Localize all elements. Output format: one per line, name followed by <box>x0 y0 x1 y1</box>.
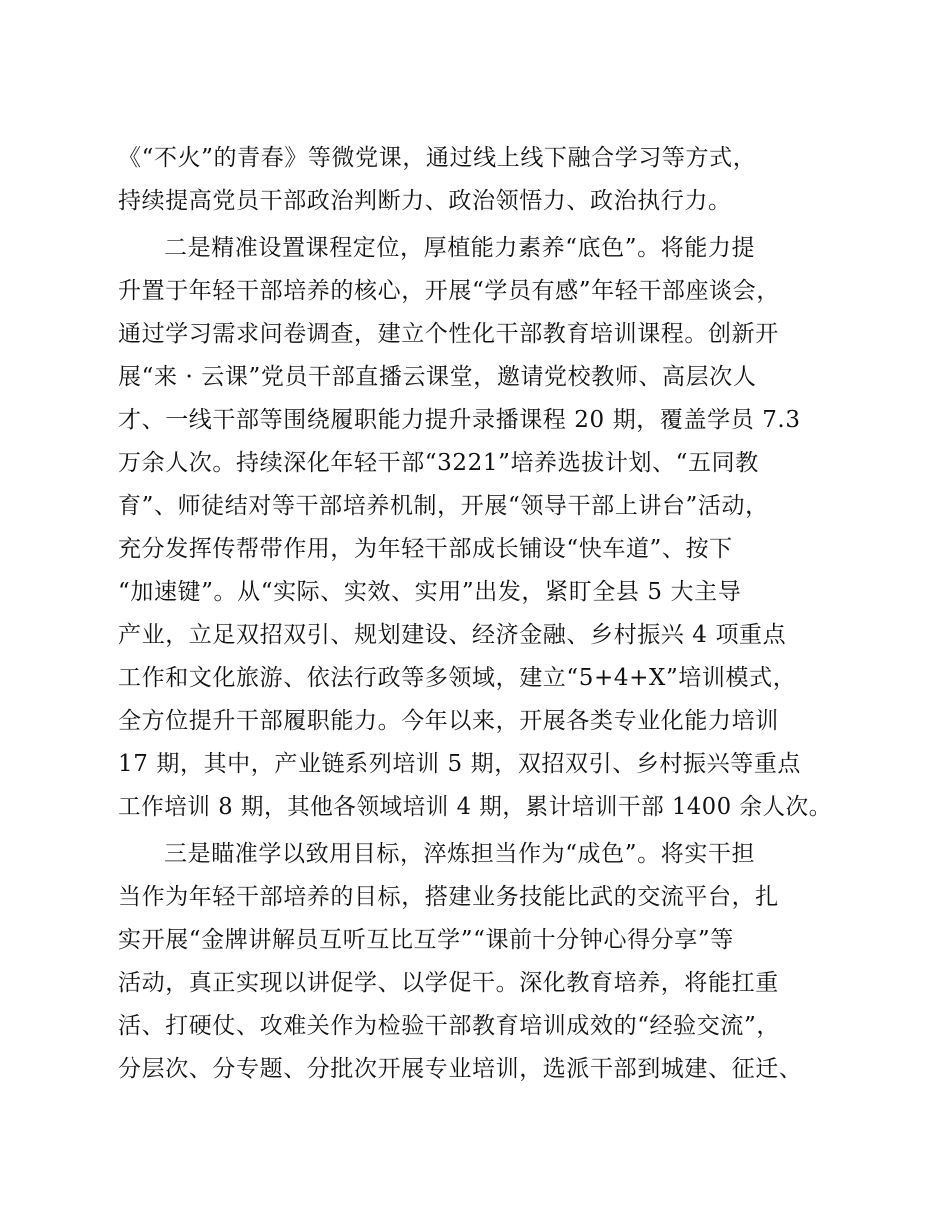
text-line: 活、打硬仗、攻难关作为检验干部教育培训成效的“经验交流”， <box>118 1013 780 1039</box>
text-line: 工作培训 8 期，其他各领域培训 4 期，累计培训干部 1400 余人次。 <box>118 794 832 820</box>
text-line: 17 期，其中，产业链系列培训 5 期，双招双引、乡村振兴等重点 <box>118 751 802 777</box>
text-line: 分层次、分专题、分批次开展专业培训，选派干部到城建、征迁、 <box>118 1056 803 1082</box>
text-line: 实开展“金牌讲解员互听互比互学”“课前十分钟心得分享”等 <box>118 927 734 953</box>
text-line: 产业，立足双招双引、规划建设、经济金融、乡村振兴 4 项重点 <box>118 622 787 648</box>
text-line: 才、一线干部等围绕履职能力提升录播课程 20 期，覆盖学员 7.3 <box>118 407 801 433</box>
paragraph-heading-2: 二是精准设置课程定位，厚植能力素养“底色”。将能力提 <box>164 235 756 261</box>
text-line: 展“来 · 云课”党员干部直播云课堂，邀请党校教师、高层次人 <box>118 364 757 390</box>
text-line: 万余人次。持续深化年轻干部“3221”培养选拔计划、“五同教 <box>118 450 759 476</box>
text-line: 《“不火”的青春》等微党课，通过线上线下融合学习等方式， <box>118 145 757 171</box>
text-line: 全方位提升干部履职能力。今年以来，开展各类专业化能力培训 <box>118 708 779 734</box>
text-line: 育”、师徒结对等干部培养机制，开展“领导干部上讲台”活动， <box>118 493 769 519</box>
paragraph-heading-3: 三是瞄准学以致用目标，淬炼担当作为“成色”。将实干担 <box>164 841 756 867</box>
text-line: 活动，真正实现以讲促学、以学促干。深化教育培养，将能扛重 <box>118 970 779 996</box>
text-line: 当作为年轻干部培养的目标，搭建业务技能比武的交流平台，扎 <box>118 884 779 910</box>
text-line: 通过学习需求问卷调查，建立个性化干部教育培训课程。创新开 <box>118 321 779 347</box>
text-line: 充分发挥传帮带作用，为年轻干部成长铺设“快车道”、按下 <box>118 536 733 562</box>
text-line: “加速键”。从“实际、实效、实用”出发，紧盯全县 5 大主导 <box>118 579 742 605</box>
text-line: 工作和文化旅游、依法行政等多领域，建立“5+4+X”培训模式， <box>118 665 797 691</box>
text-line: 持续提高党员干部政治判断力、政治领悟力、政治执行力。 <box>118 188 732 214</box>
text-line: 升置于年轻干部培养的核心，开展“学员有感”年轻干部座谈会， <box>118 278 780 304</box>
